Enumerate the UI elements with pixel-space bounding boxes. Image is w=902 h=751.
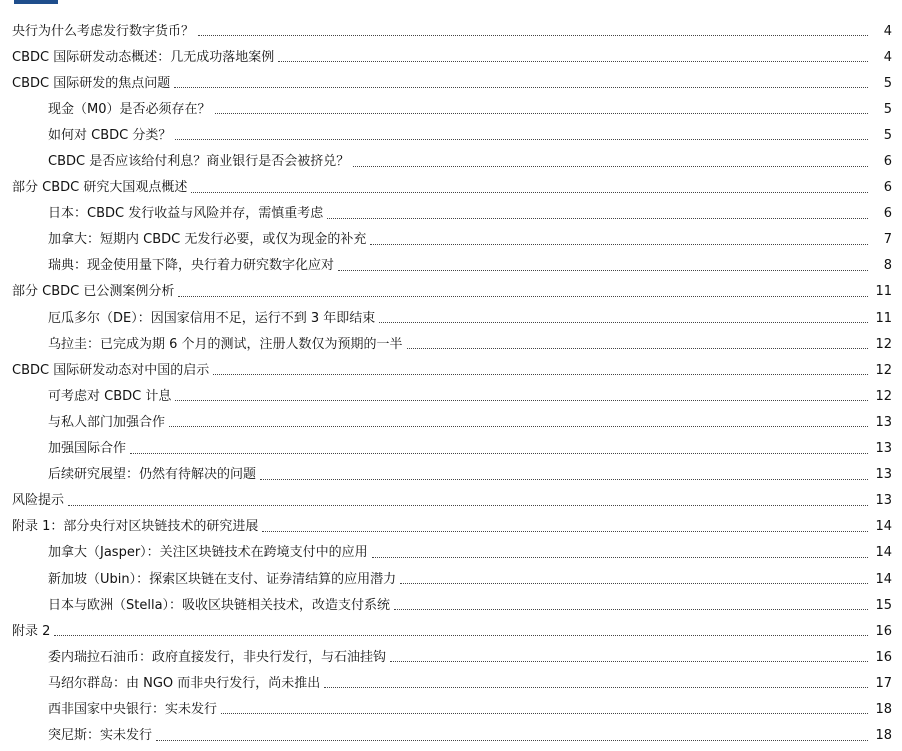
toc-entry-title: 央行为什么考虑发行数字货币？	[12, 23, 195, 39]
toc-entry[interactable]	[0, 357, 902, 383]
toc-subentry[interactable]	[0, 148, 902, 174]
toc-leader-dots	[178, 295, 868, 297]
toc-entry[interactable]	[0, 514, 902, 540]
toc-leader-dots	[174, 86, 868, 88]
toc-leader-dots	[372, 556, 868, 558]
toc-entry-page: 4	[883, 23, 892, 39]
toc-leader-dots	[191, 191, 868, 193]
toc-entry[interactable]	[0, 618, 902, 644]
toc-leader-dots	[327, 217, 868, 219]
toc-entry-title: 可考虑对 CBDC 计息	[48, 388, 172, 404]
toc-leader-dots	[175, 399, 868, 401]
toc-subentry[interactable]	[0, 201, 902, 227]
toc-entry-title: 附录 2	[12, 623, 51, 639]
toc-leader-dots	[198, 34, 868, 36]
toc-entry-title: 日本：CBDC 发行收益与风险并存，需慎重考虑	[48, 206, 324, 222]
toc-leader-dots	[156, 739, 868, 741]
toc-entry-page: 6	[883, 180, 892, 196]
toc-entry-page: 5	[883, 127, 892, 143]
toc-entry-title: 厄瓜多尔（DE）：因国家信用不足，运行不到 3 年即结束	[48, 310, 376, 326]
toc-subentry[interactable]	[0, 383, 902, 409]
toc-subentry[interactable]	[0, 331, 902, 357]
toc-subentry[interactable]	[0, 644, 902, 670]
toc-entry-page: 11	[875, 284, 892, 300]
toc-subentry[interactable]	[0, 670, 902, 696]
toc-entry-page: 18	[875, 701, 892, 717]
toc-entry-page: 13	[875, 467, 892, 483]
toc-leader-dots	[68, 504, 868, 506]
toc-entry-title: 风险提示	[12, 493, 65, 509]
toc-entry-title: CBDC 国际研发动态概述：几无成功落地案例	[12, 49, 275, 65]
toc-subentry[interactable]	[0, 540, 902, 566]
toc-entry-title: 加拿大（Jasper）：关注区块链技术在跨境支付中的应用	[48, 545, 368, 561]
toc-entry-page: 11	[875, 310, 892, 326]
toc-entry[interactable]	[0, 279, 902, 305]
toc-subentry[interactable]	[0, 696, 902, 722]
toc-entry-title: 西非国家中央银行：实未发行	[48, 701, 218, 717]
toc-entry-title: 如何对 CBDC 分类？	[48, 127, 172, 143]
toc-entry-title: 部分 CBDC 研究大国观点概述	[12, 180, 188, 196]
toc-entry-page: 14	[875, 519, 892, 535]
toc-entry[interactable]	[0, 44, 902, 70]
toc-subentry[interactable]	[0, 305, 902, 331]
toc-entry-title: 部分 CBDC 已公测案例分析	[12, 284, 175, 300]
toc-entry-page: 14	[875, 571, 892, 587]
toc-subentry[interactable]	[0, 566, 902, 592]
toc-subentry[interactable]	[0, 723, 902, 749]
toc-entry-title: 加强国际合作	[48, 441, 127, 457]
toc-leader-dots	[213, 373, 868, 375]
toc-entry-title: CBDC 是否应该给付利息？商业银行是否会被挤兑？	[48, 154, 350, 170]
toc-leader-dots	[324, 686, 868, 688]
toc-entry-page: 5	[883, 101, 892, 117]
toc-entry-page: 4	[883, 49, 892, 65]
toc-entry-page: 12	[875, 362, 892, 378]
toc-subentry[interactable]	[0, 462, 902, 488]
toc-subentry[interactable]	[0, 253, 902, 279]
toc-entry[interactable]	[0, 18, 902, 44]
toc-leader-dots	[278, 60, 868, 62]
toc-leader-dots	[221, 712, 868, 714]
toc-entry-title: 现金（M0）是否必须存在？	[48, 101, 211, 117]
toc-leader-dots	[260, 478, 868, 480]
toc-entry-title: 后续研究展望：仍然有待解决的问题	[48, 467, 257, 483]
toc-entry-page: 6	[883, 206, 892, 222]
toc-entry-page: 8	[883, 258, 892, 274]
toc-subentry[interactable]	[0, 436, 902, 462]
toc-entry[interactable]	[0, 488, 902, 514]
toc-entry-page: 12	[875, 388, 892, 404]
toc-leader-dots	[262, 530, 868, 532]
toc-entry-page: 16	[875, 623, 892, 639]
toc-entry-page: 16	[875, 649, 892, 665]
toc-subentry[interactable]	[0, 409, 902, 435]
toc-entry-page: 6	[883, 154, 892, 170]
toc-leader-dots	[407, 347, 868, 349]
toc-entry-page: 13	[875, 441, 892, 457]
toc-entry-page: 5	[883, 75, 892, 91]
toc-entry-title: 瑞典：现金使用量下降，央行着力研究数字化应对	[48, 258, 335, 274]
header-accent-bar	[14, 0, 58, 4]
toc-entry-page: 17	[875, 675, 892, 691]
toc-entry-page: 18	[875, 728, 892, 744]
toc-subentry[interactable]	[0, 227, 902, 253]
toc-leader-dots	[353, 165, 868, 167]
toc-entry-page: 12	[875, 336, 892, 352]
toc-leader-dots	[130, 452, 868, 454]
toc-entry-title: 附录 1：部分央行对区块链技术的研究进展	[12, 519, 259, 535]
toc-entry-title: 委内瑞拉石油币：政府直接发行，非央行发行，与石油挂钩	[48, 649, 387, 665]
toc-subentry[interactable]	[0, 96, 902, 122]
toc-leader-dots	[390, 660, 868, 662]
toc-leader-dots	[338, 269, 868, 271]
toc-entry-page: 13	[875, 493, 892, 509]
toc-entry-title: CBDC 国际研发的焦点问题	[12, 75, 171, 91]
toc-subentry[interactable]	[0, 592, 902, 618]
toc-entry-title: 与私人部门加强合作	[48, 414, 166, 430]
toc-entry-page: 7	[883, 232, 892, 248]
toc-leader-dots	[215, 112, 869, 114]
toc-leader-dots	[394, 608, 868, 610]
toc-leader-dots	[169, 425, 868, 427]
toc-entry[interactable]	[0, 70, 902, 96]
toc-entry-title: 马绍尔群岛：由 NGO 而非央行发行，尚未推出	[48, 675, 321, 691]
toc-entry-page: 15	[875, 597, 892, 613]
toc-entry-title: 乌拉圭：已完成为期 6 个月的测试，注册人数仅为预期的一半	[48, 336, 403, 352]
toc-leader-dots	[54, 634, 868, 636]
toc-entry-title: 新加坡（Ubin）：探索区块链在支付、证券清结算的应用潜力	[48, 571, 397, 587]
toc-entry-title: CBDC 国际研发动态对中国的启示	[12, 362, 210, 378]
toc-entry[interactable]	[0, 175, 902, 201]
toc-entry-title: 日本与欧洲（Stella）：吸收区块链相关技术，改造支付系统	[48, 597, 391, 613]
table-of-contents	[0, 18, 902, 749]
toc-subentry[interactable]	[0, 122, 902, 148]
toc-entry-title: 加拿大：短期内 CBDC 无发行必要，或仅为现金的补充	[48, 232, 367, 248]
toc-entry-page: 13	[875, 414, 892, 430]
toc-leader-dots	[379, 321, 868, 323]
toc-leader-dots	[175, 138, 868, 140]
toc-leader-dots	[370, 243, 868, 245]
toc-entry-page: 14	[875, 545, 892, 561]
toc-entry-title: 突尼斯：实未发行	[48, 728, 153, 744]
toc-leader-dots	[400, 582, 868, 584]
